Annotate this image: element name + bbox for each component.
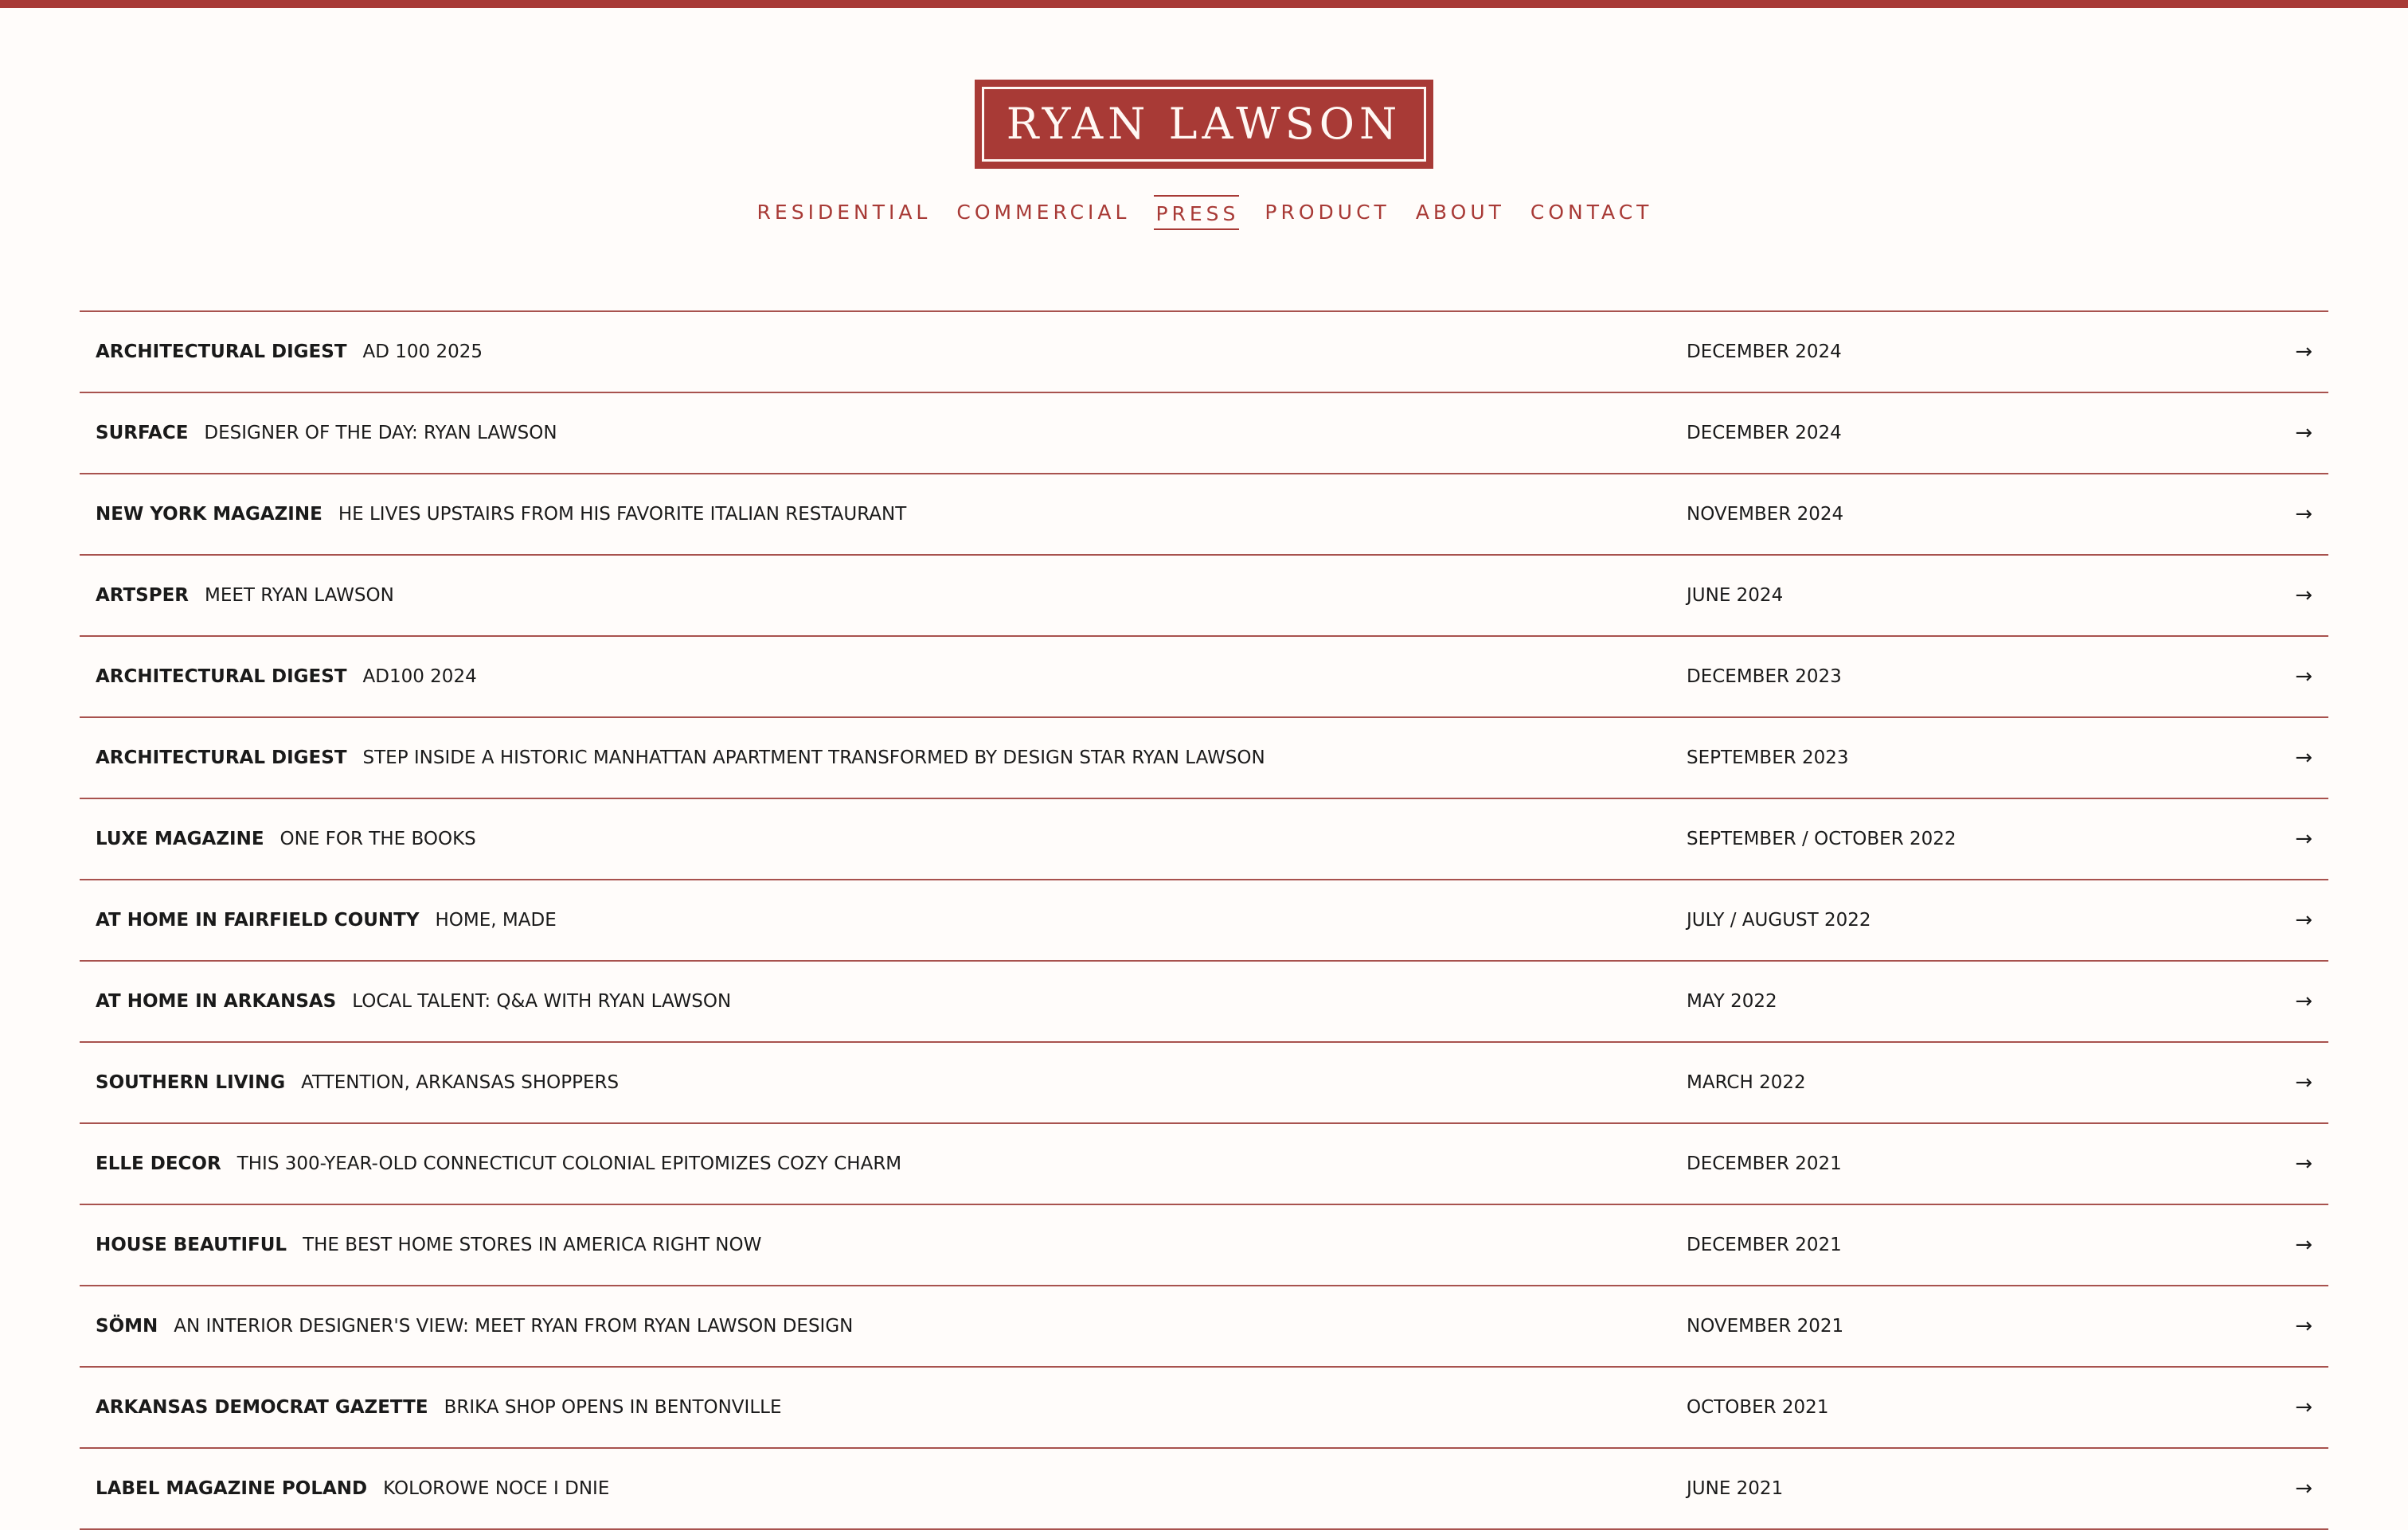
press-title: THIS 300-YEAR-OLD CONNECTICUT COLONIAL EPITOMIZES COZY CHARM <box>236 1153 902 1174</box>
right-arrow-icon[interactable]: → <box>2295 1314 2312 1338</box>
right-arrow-icon[interactable]: → <box>2295 1477 2312 1501</box>
press-publication: ARCHITECTURAL DIGEST <box>96 666 347 687</box>
press-title: MEET RYAN LAWSON <box>205 585 394 606</box>
press-publication: SOUTHERN LIVING <box>96 1072 286 1093</box>
right-arrow-icon[interactable]: → <box>2295 1233 2312 1257</box>
right-arrow-icon[interactable]: → <box>2295 584 2312 607</box>
press-title: BRIKA SHOP OPENS IN BENTONVILLE <box>444 1397 782 1418</box>
press-date: DECEMBER 2023 <box>1687 666 1842 687</box>
right-arrow-icon[interactable]: → <box>2295 1152 2312 1176</box>
nav-item-residential[interactable]: RESIDENTIAL <box>756 201 932 224</box>
press-entry <box>96 585 394 606</box>
press-row[interactable] <box>80 799 2328 880</box>
press-date: NOVEMBER 2021 <box>1687 1316 1844 1337</box>
site-logo[interactable] <box>975 80 1433 169</box>
press-row[interactable] <box>80 1205 2328 1286</box>
press-title: ATTENTION, ARKANSAS SHOPPERS <box>301 1072 620 1093</box>
press-entry <box>96 1397 781 1418</box>
press-row[interactable] <box>80 393 2328 474</box>
press-row[interactable] <box>80 1124 2328 1205</box>
press-date: OCTOBER 2021 <box>1687 1397 1829 1418</box>
press-date: MAY 2022 <box>1687 991 1777 1012</box>
right-arrow-icon[interactable]: → <box>2295 1071 2312 1095</box>
press-publication: LUXE MAGAZINE <box>96 829 264 849</box>
press-publication: ELLE DECOR <box>96 1153 221 1174</box>
right-arrow-icon[interactable]: → <box>2295 746 2312 770</box>
press-publication: SÖMN <box>96 1316 158 1337</box>
press-date: NOVEMBER 2024 <box>1687 504 1844 525</box>
press-entry <box>96 910 557 931</box>
press-publication: LABEL MAGAZINE POLAND <box>96 1478 368 1499</box>
press-row[interactable] <box>80 312 2328 393</box>
press-title: DESIGNER OF THE DAY: RYAN LAWSON <box>204 423 557 443</box>
press-date: DECEMBER 2024 <box>1687 342 1842 362</box>
press-title: HOME, MADE <box>435 910 557 931</box>
right-arrow-icon[interactable]: → <box>2295 1395 2312 1419</box>
press-publication: ARCHITECTURAL DIGEST <box>96 342 347 362</box>
press-row[interactable] <box>80 637 2328 718</box>
press-date: JUNE 2024 <box>1687 585 1784 606</box>
press-publication: HOUSE BEAUTIFUL <box>96 1235 287 1255</box>
press-row[interactable] <box>80 718 2328 799</box>
press-entry <box>96 1478 609 1499</box>
press-date: MARCH 2022 <box>1687 1072 1806 1093</box>
press-title: HE LIVES UPSTAIRS FROM HIS FAVORITE ITALIAN RESTAURANT <box>338 504 907 525</box>
press-row[interactable] <box>80 880 2328 962</box>
nav-item-press[interactable]: PRESS <box>1154 195 1239 230</box>
top-accent-bar <box>0 0 2408 8</box>
press-row[interactable] <box>80 1286 2328 1368</box>
press-date: DECEMBER 2021 <box>1687 1153 1842 1174</box>
nav-item-contact[interactable]: CONTACT <box>1530 201 1653 224</box>
nav-item-about[interactable]: ABOUT <box>1415 201 1505 224</box>
right-arrow-icon[interactable]: → <box>2295 421 2312 445</box>
press-entry <box>96 1316 853 1337</box>
right-arrow-icon[interactable]: → <box>2295 502 2312 526</box>
press-date: DECEMBER 2024 <box>1687 423 1842 443</box>
press-entry <box>96 342 483 362</box>
press-entry <box>96 1072 619 1093</box>
press-title: ONE FOR THE BOOKS <box>280 829 476 849</box>
press-date: JULY / AUGUST 2022 <box>1687 910 1871 931</box>
press-date: DECEMBER 2021 <box>1687 1235 1842 1255</box>
right-arrow-icon[interactable]: → <box>2295 908 2312 932</box>
press-title: AD 100 2025 <box>362 342 483 362</box>
press-title: AN INTERIOR DESIGNER'S VIEW: MEET RYAN FROM RYAN LAWSON DESIGN <box>174 1316 854 1337</box>
press-publication: SURFACE <box>96 423 189 443</box>
press-entry <box>96 1153 901 1174</box>
press-entry <box>96 991 731 1012</box>
press-title: THE BEST HOME STORES IN AMERICA RIGHT NOW <box>303 1235 762 1255</box>
press-list <box>80 310 2328 1530</box>
press-publication: ARTSPER <box>96 585 190 606</box>
press-row[interactable] <box>80 1368 2328 1449</box>
right-arrow-icon[interactable]: → <box>2295 340 2312 364</box>
press-row[interactable] <box>80 962 2328 1043</box>
press-entry <box>96 747 1265 768</box>
press-entry <box>96 504 906 525</box>
press-title: STEP INSIDE A HISTORIC MANHATTAN APARTMENT TRANSFORMED BY DESIGN STAR RYAN LAWSON <box>362 747 1265 768</box>
press-publication: AT HOME IN ARKANSAS <box>96 991 337 1012</box>
press-title: AD100 2024 <box>362 666 477 687</box>
right-arrow-icon[interactable]: → <box>2295 665 2312 689</box>
press-entry <box>96 1235 761 1255</box>
press-row[interactable] <box>80 1043 2328 1124</box>
press-entry <box>96 666 477 687</box>
right-arrow-icon[interactable]: → <box>2295 989 2312 1013</box>
nav-item-product[interactable]: PRODUCT <box>1265 201 1390 224</box>
nav-item-commercial[interactable]: COMMERCIAL <box>956 201 1131 224</box>
press-publication: ARKANSAS DEMOCRAT GAZETTE <box>96 1397 428 1418</box>
press-row[interactable] <box>80 474 2328 556</box>
press-publication: ARCHITECTURAL DIGEST <box>96 747 347 768</box>
press-title: KOLOROWE NOCE I DNIE <box>383 1478 610 1499</box>
press-entry <box>96 423 557 443</box>
press-date: SEPTEMBER / OCTOBER 2022 <box>1687 829 1956 849</box>
press-publication: NEW YORK MAGAZINE <box>96 504 322 525</box>
press-entry <box>96 829 476 849</box>
press-date: JUNE 2021 <box>1687 1478 1784 1499</box>
press-row[interactable] <box>80 556 2328 637</box>
right-arrow-icon[interactable]: → <box>2295 827 2312 851</box>
logo-frame <box>982 87 1426 162</box>
press-publication: AT HOME IN FAIRFIELD COUNTY <box>96 910 420 931</box>
press-date: SEPTEMBER 2023 <box>1687 747 1849 768</box>
press-row[interactable] <box>80 1449 2328 1530</box>
logo-text: RYAN LAWSON <box>1006 99 1402 149</box>
main-nav <box>0 195 2408 233</box>
press-title: LOCAL TALENT: Q&A WITH RYAN LAWSON <box>352 991 732 1012</box>
